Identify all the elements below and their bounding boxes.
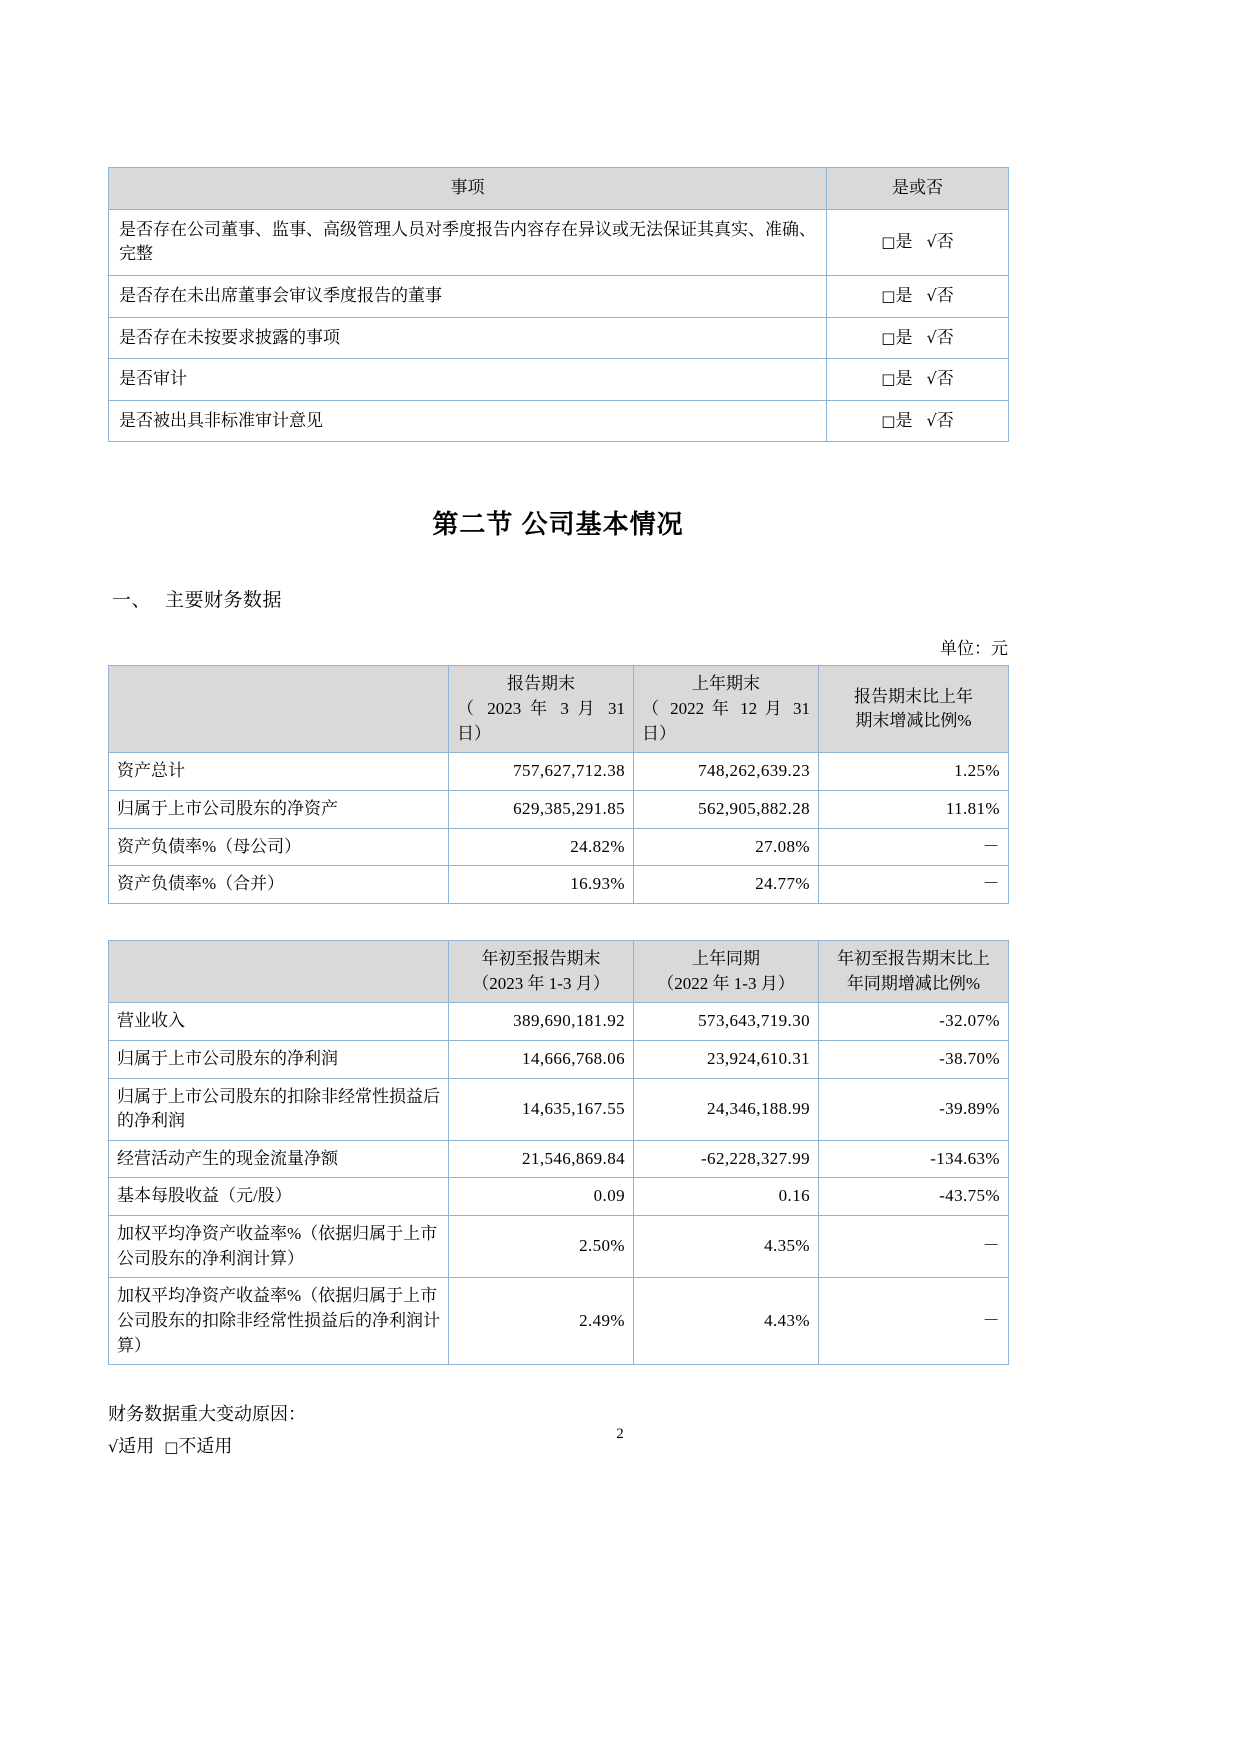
balance-row-change: 11.81% [819,791,1009,829]
checklist-yes-label: 是 [895,285,913,305]
checklist-yes-label: 是 [895,410,913,430]
checklist-header-item: 事项 [109,168,827,210]
income-row-current: 14,635,167.55 [449,1078,634,1140]
checklist-answer-cell [827,209,1009,275]
table-row [109,1278,1009,1365]
balance-row-current: 757,627,712.38 [449,753,634,791]
checkmark-icon[interactable]: √ [926,410,937,430]
income-header-change-line2: 年同期增减比例% [846,973,981,993]
checkbox-empty-icon[interactable]: □ [881,286,896,305]
table-row [109,275,1009,317]
table-row [109,866,1009,904]
table-row [109,1040,1009,1078]
checkbox-empty-icon[interactable]: □ [881,328,896,347]
table-row [109,753,1009,791]
income-row-previous: 24,346,188.99 [634,1078,819,1140]
income-row-current: 2.49% [449,1278,634,1365]
income-header-current-line2: （2023 年 1-3 月） [472,973,610,993]
checkmark-icon[interactable]: √ [926,231,937,251]
income-row-change: -43.75% [819,1178,1009,1216]
checkbox-empty-icon[interactable]: □ [164,1437,179,1456]
income-row-change: -38.70% [819,1040,1009,1078]
table-row [109,791,1009,829]
income-row-change: － [819,1278,1009,1365]
financial-change-reason-title: 财务数据重大变动原因： [108,1404,306,1425]
checklist-yes-label: 是 [895,369,913,389]
checkbox-empty-icon[interactable]: □ [881,411,896,430]
income-header-previous-line1: 上年同期 [692,948,760,968]
balance-header-previous-line3: 日） [642,723,676,743]
balance-header-previous-line1: 上年期末 [692,674,760,694]
table-row [109,1216,1009,1278]
subsection-number: 一、 [112,590,152,612]
checkmark-icon[interactable]: √ [108,1436,119,1456]
table-row [109,317,1009,359]
balance-header-current-line3: 日） [457,723,491,743]
income-row-label: 归属于上市公司股东的净利润 [109,1040,449,1078]
table-row [109,359,1009,401]
checkbox-empty-icon[interactable]: □ [881,370,896,389]
income-summary-table [108,940,1009,1365]
applicable-label: 适用 [118,1435,155,1456]
balance-header-previous-period [634,666,819,753]
income-row-current: 389,690,181.92 [449,1003,634,1041]
balance-row-change: － [819,828,1009,866]
table-row [109,1078,1009,1140]
balance-header-change-line2: 期末增减比例% [855,711,972,731]
income-header-current-line1: 年初至报告期末 [481,948,601,968]
income-header-previous-line2: （2022 年 1-3 月） [657,973,795,993]
balance-row-change: － [819,866,1009,904]
balance-header-blank [109,666,449,753]
income-row-previous: 4.43% [634,1278,819,1365]
income-row-label: 经营活动产生的现金流量净额 [109,1140,449,1178]
balance-row-current: 16.93% [449,866,634,904]
income-row-previous: 4.35% [634,1216,819,1278]
income-header-previous-period [634,940,819,1002]
checklist-answer-cell [827,317,1009,359]
income-row-current: 21,546,869.84 [449,1140,634,1178]
checkbox-empty-icon[interactable]: □ [881,232,896,251]
subsection-text: 主要财务数据 [165,590,283,612]
income-header-change [819,940,1009,1002]
checklist-item-label: 是否存在公司董事、监事、高级管理人员对季度报告内容存在异议或无法保证其真实、准确、完整 [109,209,827,275]
income-header-change-line1: 年初至报告期末比上 [837,948,990,968]
balance-header-current-line2: （ 2023 年 3 月 31 [457,699,625,719]
page-number: 2 [616,1426,624,1442]
not-applicable-label: 不适用 [178,1435,233,1456]
income-row-label: 加权平均净资产收益率%（依据归属于上市公司股东的扣除非经常性损益后的净利润计算） [109,1278,449,1365]
checklist-answer-cell [827,400,1009,442]
income-row-current: 14,666,768.06 [449,1040,634,1078]
table-row [109,828,1009,866]
income-row-current: 2.50% [449,1216,634,1278]
table-row [109,1178,1009,1216]
balance-header-current-period [449,666,634,753]
income-row-change: － [819,1216,1009,1278]
checklist-answer-cell [827,359,1009,401]
table-row [109,400,1009,442]
balance-row-label: 资产总计 [109,753,449,791]
checklist-no-label: 否 [936,231,954,251]
unit-note: 单位：元 [940,639,1008,659]
table-header-row [109,940,1009,1002]
balance-row-change: 1.25% [819,753,1009,791]
income-row-change: -39.89% [819,1078,1009,1140]
checklist-yes-label: 是 [895,327,913,347]
balance-row-label: 归属于上市公司股东的净资产 [109,791,449,829]
checkmark-icon[interactable]: √ [926,369,937,389]
page-content [108,0,1008,1462]
checklist-no-label: 否 [936,369,954,389]
table-header-row [109,666,1009,753]
balance-header-change-line1: 报告期末比上年 [854,686,973,706]
balance-header-change [819,666,1009,753]
checklist-no-label: 否 [936,327,954,347]
balance-row-previous: 562,905,882.28 [634,791,819,829]
checklist-item-label: 是否被出具非标准审计意见 [109,400,827,442]
checkmark-icon[interactable]: √ [926,327,937,347]
balance-header-previous-line2: （ 2022 年 12 月 31 [642,699,810,719]
balance-row-previous: 27.08% [634,828,819,866]
table-spacer [108,904,1008,940]
checklist-table [108,167,1009,442]
income-row-label: 营业收入 [109,1003,449,1041]
income-row-previous: 23,924,610.31 [634,1040,819,1078]
income-row-current: 0.09 [449,1178,634,1216]
income-row-previous: 0.16 [634,1178,819,1216]
table-row [109,209,1009,275]
balance-row-previous: 748,262,639.23 [634,753,819,791]
checklist-yes-label: 是 [895,231,913,251]
balance-row-current: 24.82% [449,828,634,866]
income-row-label: 加权平均净资产收益率%（依据归属于上市公司股东的净利润计算） [109,1216,449,1278]
balance-row-current: 629,385,291.85 [449,791,634,829]
checklist-item-label: 是否审计 [109,359,827,401]
checklist-no-label: 否 [936,410,954,430]
checklist-item-label: 是否存在未出席董事会审议季度报告的董事 [109,275,827,317]
balance-header-current-line1: 报告期末 [507,674,575,694]
income-row-label: 基本每股收益（元/股） [109,1178,449,1216]
checkmark-icon[interactable]: √ [926,285,937,305]
income-row-change: -32.07% [819,1003,1009,1041]
table-header-row [109,168,1009,210]
section-title: 第二节 公司基本情况 [432,509,684,540]
table-row [109,1003,1009,1041]
income-row-change: -134.63% [819,1140,1009,1178]
checklist-answer-cell [827,275,1009,317]
balance-row-previous: 24.77% [634,866,819,904]
checklist-header-yesno: 是或否 [827,168,1009,210]
income-row-previous: -62,228,327.99 [634,1140,819,1178]
checklist-no-label: 否 [936,285,954,305]
income-header-current-period [449,940,634,1002]
balance-row-label: 资产负债率%（合并） [109,866,449,904]
income-row-label: 归属于上市公司股东的扣除非经常性损益后的净利润 [109,1078,449,1140]
checklist-item-label: 是否存在未按要求披露的事项 [109,317,827,359]
table-row [109,1140,1009,1178]
income-header-blank [109,940,449,1002]
balance-summary-table [108,665,1009,903]
subsection-heading [112,585,1008,612]
income-row-previous: 573,643,719.30 [634,1003,819,1041]
balance-row-label: 资产负债率%（母公司） [109,828,449,866]
